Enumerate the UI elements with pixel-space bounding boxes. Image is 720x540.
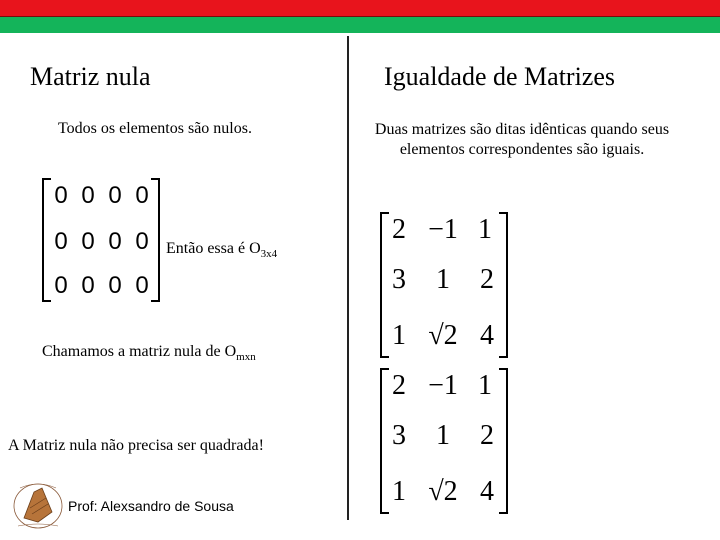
matrix-cell: −1 bbox=[428, 370, 458, 401]
matrix-cell: 4 bbox=[480, 476, 494, 507]
matrix-cell: 1 bbox=[478, 214, 492, 245]
matrix-cell: 0 bbox=[135, 272, 149, 299]
matrix-cell: √2 bbox=[428, 320, 458, 351]
matrix-cell: 0 bbox=[108, 182, 122, 209]
matrix-cell: 2 bbox=[392, 214, 406, 245]
author-footer: Prof: Alexsandro de Sousa bbox=[68, 498, 234, 514]
matrix-cell: 0 bbox=[108, 228, 122, 255]
note-subscript: 3x4 bbox=[260, 248, 278, 260]
left-title: Matriz nula bbox=[30, 62, 151, 91]
naming-line bbox=[42, 343, 256, 363]
top-red-band bbox=[0, 0, 720, 17]
right-title: Igualdade de Matrizes bbox=[384, 62, 616, 91]
matrix-cell: 0 bbox=[54, 228, 68, 255]
matrix-cell: 0 bbox=[54, 182, 68, 209]
matrix-cell: 1 bbox=[392, 476, 406, 507]
top-green-band bbox=[0, 17, 720, 33]
matrix-cell: 1 bbox=[436, 420, 450, 451]
left-description: Todos os elementos são nulos. bbox=[58, 120, 252, 137]
matrix-cell: 2 bbox=[480, 264, 494, 295]
naming-subscript: mxn bbox=[236, 351, 256, 363]
matrix-cell: 0 bbox=[81, 272, 95, 299]
matrix-cell: 2 bbox=[392, 370, 406, 401]
matrix-cell: 0 bbox=[81, 228, 95, 255]
matrix-cell: 0 bbox=[135, 182, 149, 209]
right-description: Duas matrizes são ditas idênticas quando seus elementos correspondentes são iguais. bbox=[374, 121, 670, 158]
school-logo bbox=[12, 478, 64, 530]
note-prefix: Então essa é O bbox=[166, 240, 261, 257]
matrix-cell: √2 bbox=[428, 476, 458, 507]
column-divider bbox=[347, 36, 349, 520]
naming-prefix: Chamamos a matriz nula de O bbox=[42, 343, 237, 360]
matrix-cell: 0 bbox=[81, 182, 95, 209]
matrix-cell: 0 bbox=[108, 272, 122, 299]
matrix-cell: 2 bbox=[480, 420, 494, 451]
matrix-a bbox=[380, 212, 508, 358]
zero-matrix bbox=[42, 178, 160, 302]
matrix-b bbox=[380, 368, 508, 514]
matrix-cell: 1 bbox=[478, 370, 492, 401]
matrix-cell: 0 bbox=[135, 228, 149, 255]
matrix-cell: 3 bbox=[392, 264, 406, 295]
matrix-cell: 1 bbox=[392, 320, 406, 351]
warning-text: A Matriz nula não precisa ser quadrada! bbox=[8, 437, 264, 454]
matrix-cell: 4 bbox=[480, 320, 494, 351]
matrix-cell: 0 bbox=[54, 272, 68, 299]
matrix-cell: −1 bbox=[428, 214, 458, 245]
matrix-cell: 1 bbox=[436, 264, 450, 295]
matrix-cell: 3 bbox=[392, 420, 406, 451]
zero-matrix-note bbox=[166, 240, 277, 260]
